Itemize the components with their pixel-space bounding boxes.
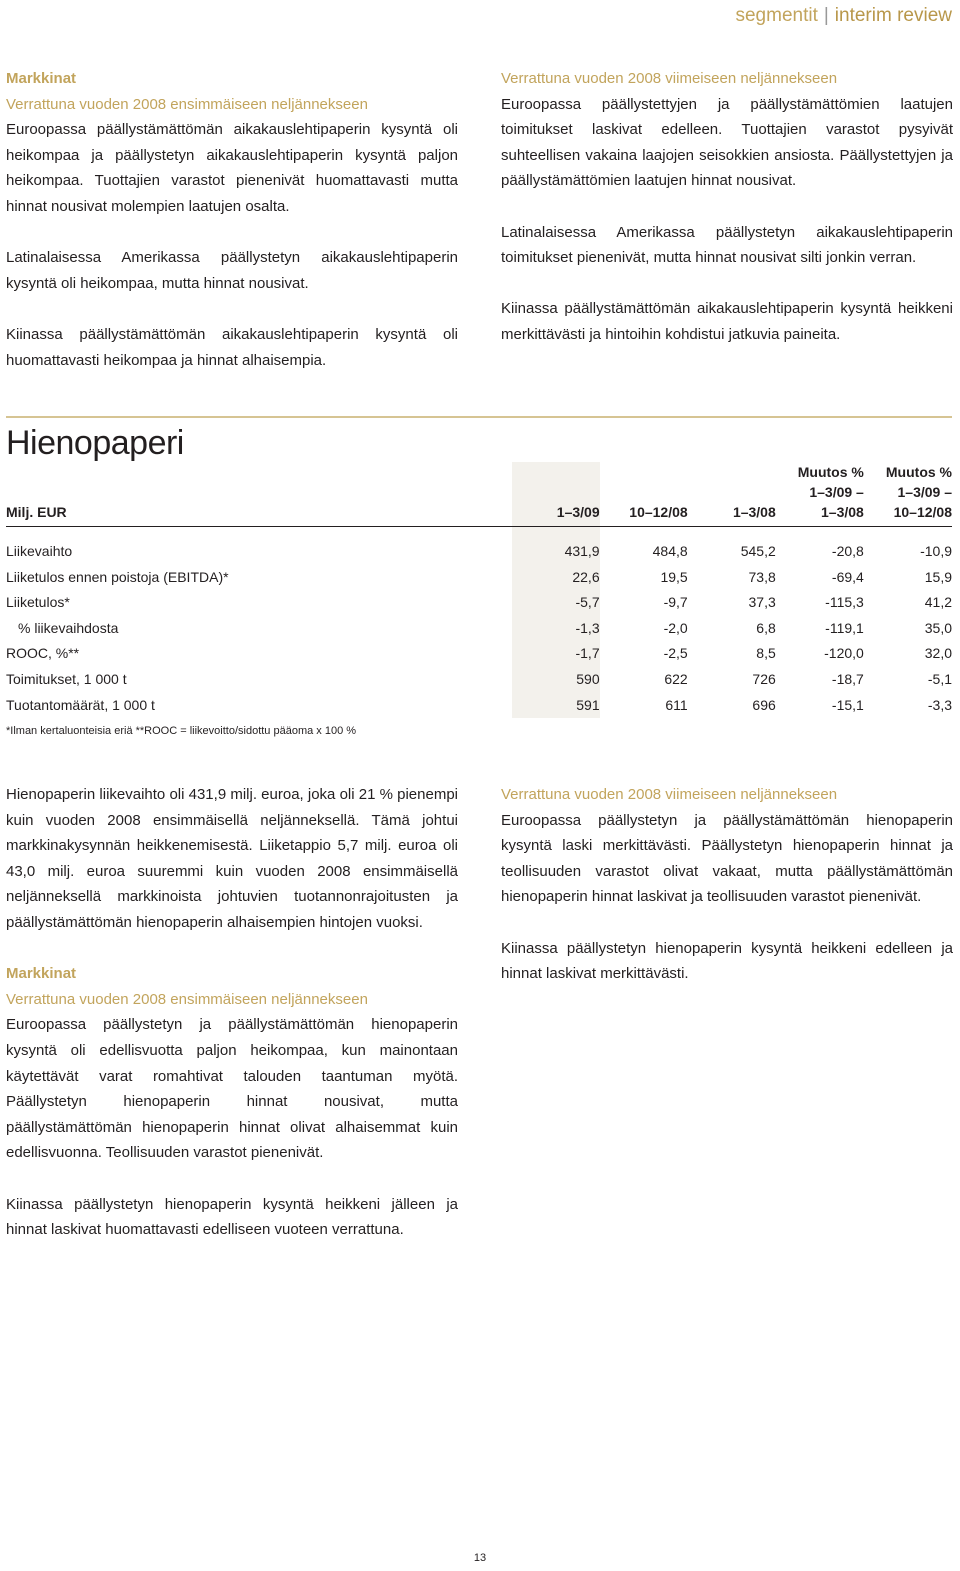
top-right-column	[501, 66, 953, 348]
top-left-column	[6, 66, 458, 373]
cell: 6,8	[756, 619, 776, 636]
header-col-4-line-2: 1–3/09 –	[809, 484, 864, 500]
table-row	[6, 565, 952, 591]
paragraph: Latinalaisessa Amerikassa päällystetyn aikakauslehtipaperin kysyntä oli heikompaa, mutta hinnat nousivat.	[6, 249, 458, 292]
cell: 431,9	[512, 539, 600, 565]
paragraph: Kiinassa päällystämättömän aikakauslehtipaperin kysyntä heikkeni merkittävästi ja hintoihin kohdistui jatkuvia paineita.	[501, 300, 953, 343]
comparison-subheading: Verrattuna vuoden 2008 ensimmäiseen neljännekseen	[6, 95, 368, 113]
table-header-row	[6, 462, 952, 527]
row-label: ROOC, %**	[6, 645, 80, 662]
cell: 8,5	[756, 645, 776, 662]
cell: -69,4	[831, 568, 864, 585]
header-col-5-line-3: 10–12/08	[893, 504, 952, 520]
row-label: Liiketulos*	[6, 594, 70, 611]
cell: 484,8	[652, 543, 688, 559]
cell: 591	[512, 693, 600, 719]
cell: 622	[664, 670, 688, 687]
table-row	[6, 641, 952, 667]
row-label: Tuotantomäärät, 1 000 t	[6, 696, 155, 713]
header-unit: Milj. EUR	[6, 504, 67, 520]
cell: 545,2	[740, 543, 776, 559]
cell: 41,2	[924, 594, 952, 611]
header-col-4	[776, 462, 864, 527]
paragraph-text: Euroopassa päällystämättömän aikakauslehtipaperin kysyntä oli heikompaa ja päällystetyn aikakauslehtipaperin kysyntä paljon heikompaa. Tuottajien varastot pienenivät huomattavasti mutta hinnat nousivat molempien laatujen osalta.	[6, 121, 458, 215]
paragraph	[501, 66, 953, 194]
paragraph: Kiinassa päällystämättömän aikakauslehtipaperin kysyntä oli huomattavasti heikompaa ja hinnat alhaisempia.	[6, 325, 458, 369]
comparison-subheading: Verrattuna vuoden 2008 viimeiseen neljännekseen	[501, 70, 838, 87]
table-spacer	[6, 527, 952, 540]
header-col-5	[864, 462, 952, 527]
table-row	[6, 590, 952, 616]
paragraph: Kiinassa päällystetyn hienopaperin kysyntä heikkeni jälleen ja hinnat laskivat huomattavasti edelliseen vuoteen verrattuna.	[6, 1195, 458, 1239]
cell: 696	[752, 696, 776, 713]
paragraph-text: Euroopassa päällystetyn ja päällystämättömän hienopaperin kysyntä laski merkittävästi. Päällystetyn hienopaperin hinnat ja teollisuuden varastot olivat vakaat, mutta päällystämättömän hienopaperin hinnat laskivat ja teollisuuden varastot pienenivät.	[501, 811, 953, 906]
cell: 15,9	[924, 568, 952, 585]
cell: 22,6	[512, 565, 600, 591]
header-col-4-line-1: Muutos %	[797, 464, 864, 480]
header-col-3: 1–3/08	[732, 504, 776, 520]
cell: -5,1	[927, 670, 952, 687]
cell: 35,0	[924, 619, 952, 636]
table-row	[6, 539, 952, 565]
row-label: Liikevaihto	[6, 543, 73, 559]
cell: -10,9	[920, 543, 952, 559]
cell: -3,3	[927, 696, 952, 713]
cell: -115,3	[825, 594, 864, 611]
cell: -1,3	[512, 616, 600, 642]
header-col-2: 10–12/08	[629, 504, 688, 520]
cell: 726	[752, 670, 776, 687]
financial-table	[6, 462, 952, 718]
cell: -18,7	[831, 670, 864, 687]
cell: -120,0	[824, 645, 864, 662]
cell: -119,1	[825, 619, 864, 636]
table-footnote: *Ilman kertaluonteisia eriä **ROOC = liikevoitto/sidottu pääoma x 100 %	[6, 725, 357, 737]
comparison-subheading: Verrattuna vuoden 2008 viimeiseen neljännekseen	[501, 786, 838, 803]
page-number: 13	[473, 1552, 487, 1564]
section-title: Hienopaperi	[6, 424, 184, 462]
section-divider	[6, 416, 952, 418]
header-col-5-line-1: Muutos %	[885, 464, 952, 480]
table-row	[6, 616, 952, 642]
header-col-1: 1–3/09	[512, 462, 600, 527]
header-col-4-line-3: 1–3/08	[821, 504, 864, 520]
markets-heading: Markkinat	[6, 965, 77, 983]
cell: 19,5	[660, 568, 688, 585]
bottom-left-column	[6, 782, 458, 1243]
table-row	[6, 667, 952, 693]
cell: 611	[665, 696, 688, 713]
cell: -1,7	[512, 641, 600, 667]
paragraph: Hienopaperin liikevaihto oli 431,9 milj. euroa, joka oli 21 % pienempi kuin vuoden 2008 ensimmäisellä neljänneksellä. Tämä johtui markkinakysynnän heikkenemisestä. Liiketappio 5,7 milj. euroa oli 43,0 milj. euroa suuremmi kuin vuoden 2008 ensimmäisellä neljänneksellä markkinoista johtuvien tuotannonrajoitusten ja päällystämättömän hienopaperin alhaisempien hintojen vuoksi.	[6, 786, 458, 931]
paragraph: Latinalaisessa Amerikassa päällystetyn aikakauslehtipaperin toimitukset pienenivät, mutta hinnat nousivat silti jonkin verran.	[501, 223, 953, 267]
running-header	[735, 5, 952, 27]
cell: -15,1	[831, 696, 864, 713]
cell: 32,0	[924, 645, 952, 662]
cell: -20,8	[831, 543, 864, 559]
paragraph-text: Euroopassa päällystettyjen ja päällystämättömien laatujen toimitukset laskivat edelleen. Tuottajien varastot pysyivät suhteellisen vakaina laajojen seisokkien ansiosta. Päällystettyjen ja päällystämättömien laatujen hinnat nousivat.	[501, 95, 953, 190]
cell: 73,8	[748, 568, 776, 585]
cell: -5,7	[512, 590, 600, 616]
bottom-right-column	[501, 782, 953, 987]
comparison-subheading: Verrattuna vuoden 2008 ensimmäiseen neljännekseen	[6, 990, 368, 1008]
header-separator: |	[823, 5, 829, 26]
header-doc: interim review	[834, 5, 952, 26]
paragraph-text: Euroopassa päällystetyn ja päällystämättömän hienopaperin kysyntä oli edellisvuotta paljon heikompaa, kun mainontaan käytettävät varat romahtivat talouden taantuman myötä. Päällystetyn hienopaperin hinnat nousivat, mutta päällystämättömän hienopaperin hinnat olivat alhaisemmat kuin edellisvuonna. Teollisuuden varastot pienenivät.	[6, 1016, 458, 1162]
header-section: segmentit	[735, 5, 818, 26]
cell: -2,0	[663, 619, 688, 636]
paragraph: Kiinassa päällystetyn hienopaperin kysyntä heikkeni edelleen ja hinnat laskivat merkittävästi.	[501, 939, 953, 983]
paragraph	[501, 782, 953, 910]
row-label: % liikevaihdosta	[18, 619, 119, 636]
row-label: Toimitukset, 1 000 t	[6, 670, 127, 687]
cell: 37,3	[748, 594, 776, 611]
paragraph	[6, 66, 458, 220]
cell: -9,7	[663, 594, 688, 611]
markets-heading: Markkinat	[6, 70, 77, 87]
cell: -2,5	[663, 645, 688, 662]
header-col-5-line-2: 1–3/09 –	[897, 484, 952, 500]
cell: 590	[512, 667, 600, 693]
row-label: Liiketulos ennen poistoja (EBITDA)*	[6, 568, 229, 585]
paragraph	[6, 961, 458, 1166]
table-row	[6, 693, 952, 719]
